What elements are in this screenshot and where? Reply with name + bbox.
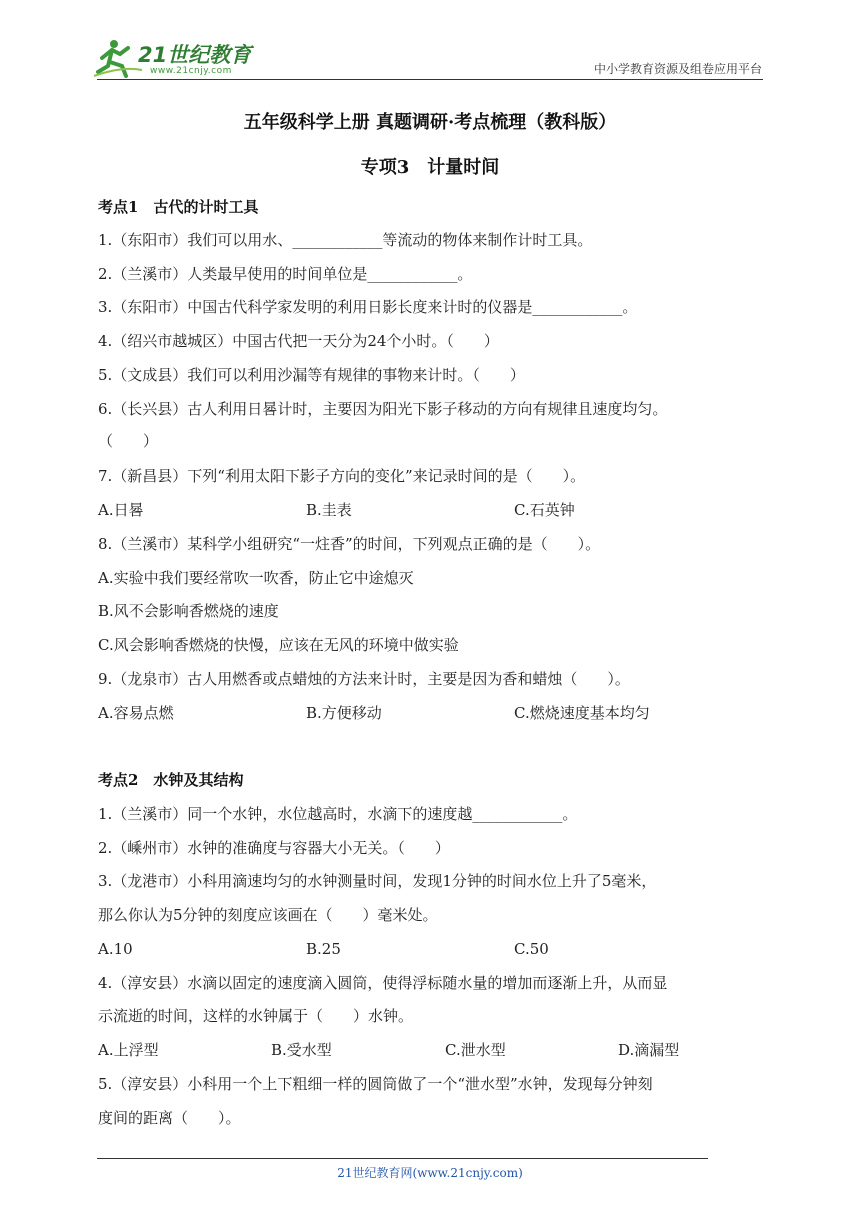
logo-url: www.21cnjy.com: [150, 66, 232, 76]
question-text: 4.（绍兴市越城区）中国古代把一天分为24个小时。（ ）: [98, 332, 499, 350]
option-c: C.50: [514, 940, 549, 958]
option-b: B.风不会影响香燃烧的速度: [98, 602, 279, 620]
footer-link[interactable]: 21世纪教育网(www.21cnjy.com): [337, 1166, 523, 1180]
question-text: 5.（文成县）我们可以利用沙漏等有规律的事物来计时。（ ）: [98, 366, 525, 384]
logo-text: 21世纪教育: [138, 43, 252, 67]
question-text: 8.（兰溪市）某科学小组研究“一炷香”的时间，下列观点正确的是（ ）。: [98, 535, 601, 553]
header-divider: [97, 79, 763, 80]
document-title: 五年级科学上册 真题调研·考点梳理（教科版）: [243, 112, 617, 133]
option-b: B.25: [306, 940, 341, 958]
option-b: B.圭表: [306, 501, 352, 519]
document-subtitle: 专项3 计量时间: [360, 157, 500, 178]
question-text: 1.（东阳市）我们可以用水、____________等流动的物体来制作计时工具。: [98, 231, 593, 249]
question-text: 2.（兰溪市）人类最早使用的时间单位是____________。: [98, 265, 473, 283]
option-b: B.受水型: [271, 1041, 332, 1059]
option-a: A.10: [98, 940, 133, 958]
question-text: 7.（新昌县）下列“利用太阳下影子方向的变化”来记录时间的是（ ）。: [98, 467, 586, 485]
question-text: 4.（淳安县）水滴以固定的速度滴入圆筒，使得浮标随水量的增加而逐渐上升，从而显: [98, 974, 668, 992]
header-tagline: 中小学教育资源及组卷应用平台: [593, 62, 762, 76]
option-a: A.实验中我们要经常吹一吹香，防止它中途熄灭: [98, 569, 414, 587]
runner-icon: [94, 40, 142, 76]
question-text: 6.（长兴县）古人利用日晷计时，主要因为阳光下影子移动的方向有规律且速度均匀。: [98, 400, 668, 418]
question-text: 示流逝的时间，这样的水钟属于（ ）水钟。: [98, 1007, 414, 1025]
question-text: 9.（龙泉市）古人用燃香或点蜡烛的方法来计时，主要是因为香和蜡烛（ ）。: [98, 670, 630, 688]
question-text: 那么你认为5分钟的刻度应该画在（ ）毫米处。: [98, 906, 438, 924]
option-a: A.上浮型: [98, 1041, 159, 1059]
option-c: C.风会影响香燃烧的快慢，应该在无风的环境中做实验: [98, 636, 459, 654]
question-text: 度间的距离（ ）。: [98, 1109, 241, 1127]
question-text: 3.（东阳市）中国古代科学家发明的利用日影长度来计时的仪器是____________。: [98, 298, 638, 316]
section-heading-2: 考点2 水钟及其结构: [98, 771, 244, 789]
option-a: A.日晷: [98, 501, 144, 519]
question-text: （ ）: [98, 432, 159, 450]
question-text: 2.（嵊州市）水钟的准确度与容器大小无关。（ ）: [98, 839, 450, 857]
section-heading-1: 考点1 古代的计时工具: [98, 198, 259, 216]
question-text: 3.（龙港市）小科用滴速均匀的水钟测量时间，发现1分钟的时间水位上升了5毫米，: [98, 872, 657, 890]
option-b: B.方便移动: [306, 704, 382, 722]
option-c: C.石英钟: [514, 501, 575, 519]
option-a: A.容易点燃: [98, 704, 174, 722]
question-text: 1.（兰溪市）同一个水钟，水位越高时，水滴下的速度越____________。: [98, 805, 578, 823]
question-text: 5.（淳安县）小科用一个上下粗细一样的圆筒做了一个“泄水型”水钟，发现每分钟刻: [98, 1075, 653, 1093]
footer-divider: [97, 1158, 708, 1159]
option-c: C.泄水型: [445, 1041, 506, 1059]
option-c: C.燃烧速度基本均匀: [514, 704, 650, 722]
option-d: D.滴漏型: [618, 1041, 680, 1059]
